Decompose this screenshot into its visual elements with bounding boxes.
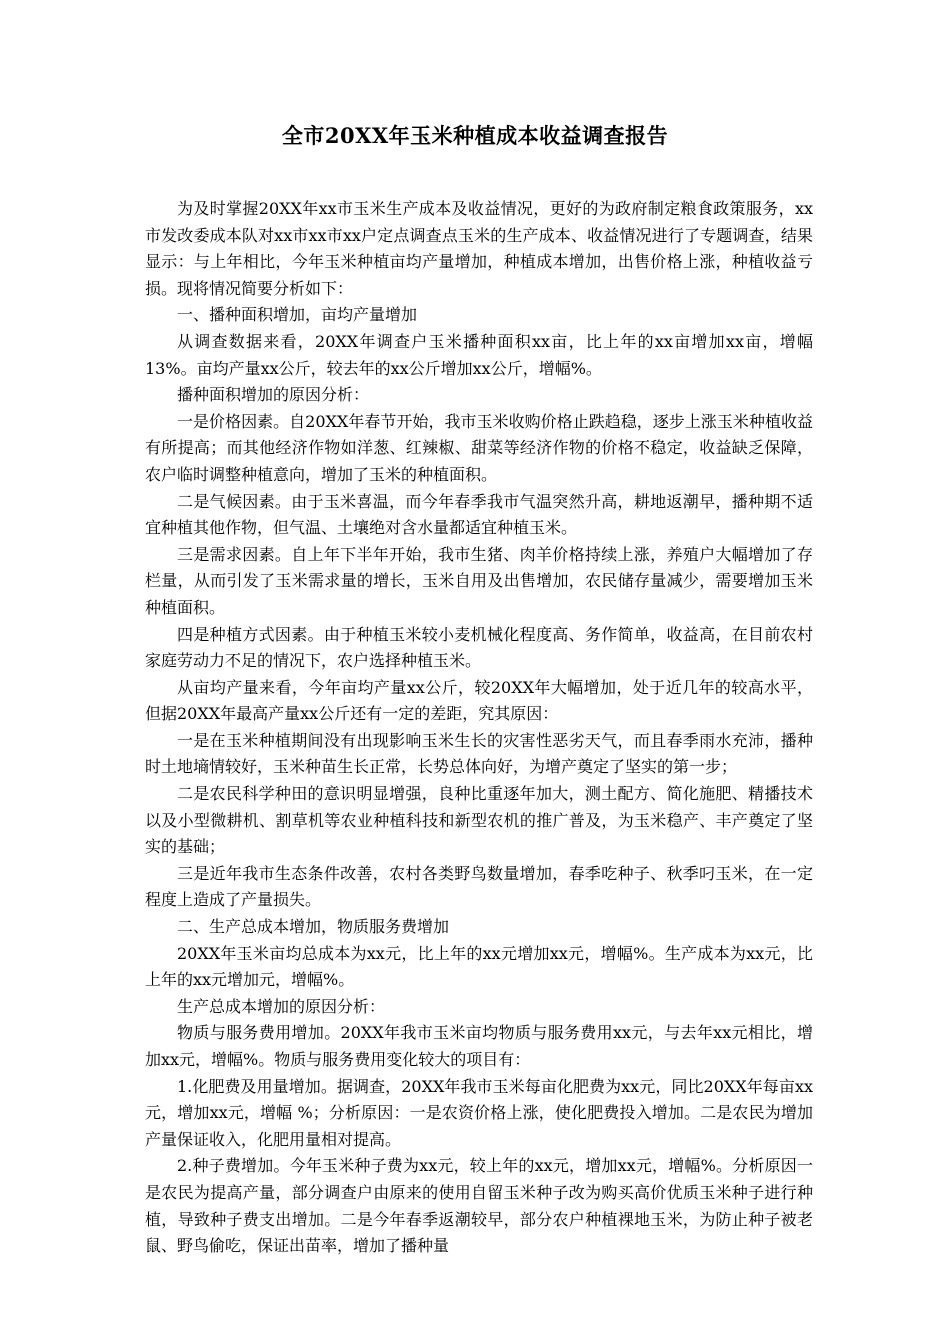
- paragraph: 2.种子费增加。今年玉米种子费为xx元，较上年的xx元，增加xx元，增幅%。分析原因一是农民为提高产量，部分调查户由原来的使用自留玉米种子改为购买高价优质玉米种子进行种植，导致种子费支出增加。二是今年春季返潮较早，部分农户种植裸地玉米，为防止种子被老鼠、野鸟偷吃，保证出苗率，增加了播种量: [145, 1156, 813, 1256]
- section-heading-1: 一、播种面积增加，亩均产量增加: [177, 305, 418, 325]
- section-heading-2: 二、生产总成本增加，物质服务费增加: [177, 917, 450, 937]
- paragraph: 物质与服务费用增加。20XX年我市玉米亩均物质与服务费用xx元，与去年xx元相比，增加xx元，增幅%。物质与服务费用变化较大的项目有：: [145, 1023, 813, 1069]
- paragraph: 四是种植方式因素。由于种植玉米较小麦机械化程度高、务作简单，收益高，在目前农村家庭劳动力不足的情况下，农户选择种植玉米。: [145, 624, 813, 671]
- paragraph: 生产总成本增加的原因分析：: [177, 996, 386, 1016]
- paragraph: 20XX年玉米亩均总成本为xx元，比上年的xx元增加xx元，增幅%。生产成本为xx元，比上年的xx元增加元，增幅%。: [145, 943, 813, 990]
- paragraph: 播种面积增加的原因分析：: [177, 385, 370, 405]
- paragraph: 二是气候因素。由于玉米喜温，而今年春季我市气温突然升高，耕地返潮早，播种期不适宜种植其他作物，但气温、土壤绝对含水量都适宜种植玉米。: [145, 491, 813, 538]
- paragraph: 从亩均产量来看，今年亩均产量xx公斤，较20XX年大幅增加，处于近几年的较高水平，但据20XX年最高产量xx公斤还有一定的差距，究其原因：: [145, 677, 813, 724]
- paragraph: 二是农民科学种田的意识明显增强，良种比重逐年加大，测土配方、简化施肥、精播技术以及小型微耕机、割草机等农业种植科技和新型农机的推广普及，为玉米稳产、丰产奠定了坚实的基础；: [145, 784, 813, 857]
- paragraph: 一是价格因素。自20XX年春节开始，我市玉米收购价格止跌趋稳，逐步上涨玉米种植收益有所提高；而其他经济作物如洋葱、红辣椒、甜菜等经济作物的价格不稳定，收益缺乏保障，农户临时调整种植意向，增加了玉米的种植面积。: [145, 411, 813, 484]
- paragraph: 从调查数据来看，20XX年调查户玉米播种面积xx亩，比上年的xx亩增加xx亩，增幅13%。亩均产量xx公斤，较去年的xx公斤增加xx公斤，增幅%。: [145, 331, 813, 378]
- paragraph-intro: 为及时掌握20XX年xx市玉米生产成本及收益情况，更好的为政府制定粮食政策服务，xx市发改委成本队对xx市xx市xx户定点调查点玉米的生产成本、收益情况进行了专题调查，结果显示：与上年相比，今年玉米种植亩均产量增加，种植成本增加，出售价格上涨，种植收益亏损。现将情况简要分析如下：: [145, 199, 813, 298]
- paragraph: 三是需求因素。自上年下半年开始，我市生猪、肉羊价格持续上涨，养殖户大幅增加了存栏量，从而引发了玉米需求量的增长，玉米自用及出售增加，农民储存量减少，需要增加玉米种植面积。: [145, 544, 813, 617]
- paragraph: 1.化肥费及用量增加。据调查，20XX年我市玉米每亩化肥费为xx元，同比20XX年每亩xx元，增加xx元，增幅 %；分析原因：一是农资价格上涨，使化肥费投入增加。二是农民为增加产量保证收入，化肥用量相对提高。: [145, 1076, 813, 1149]
- document-body: [145, 196, 813, 1260]
- paragraph: 一是在玉米种植期间没有出现影响玉米生长的灾害性恶劣天气，而且春季雨水充沛，播种时土地墒情较好，玉米种苗生长正常，长势总体向好，为增产奠定了坚实的第一步；: [145, 730, 813, 777]
- paragraph: 三是近年我市生态条件改善，农村各类野鸟数量增加，春季吃种子、秋季叼玉米，在一定程度上造成了产量损失。: [145, 863, 813, 910]
- document-title: 全市20XX年玉米种植成本收益调查报告: [281, 123, 669, 148]
